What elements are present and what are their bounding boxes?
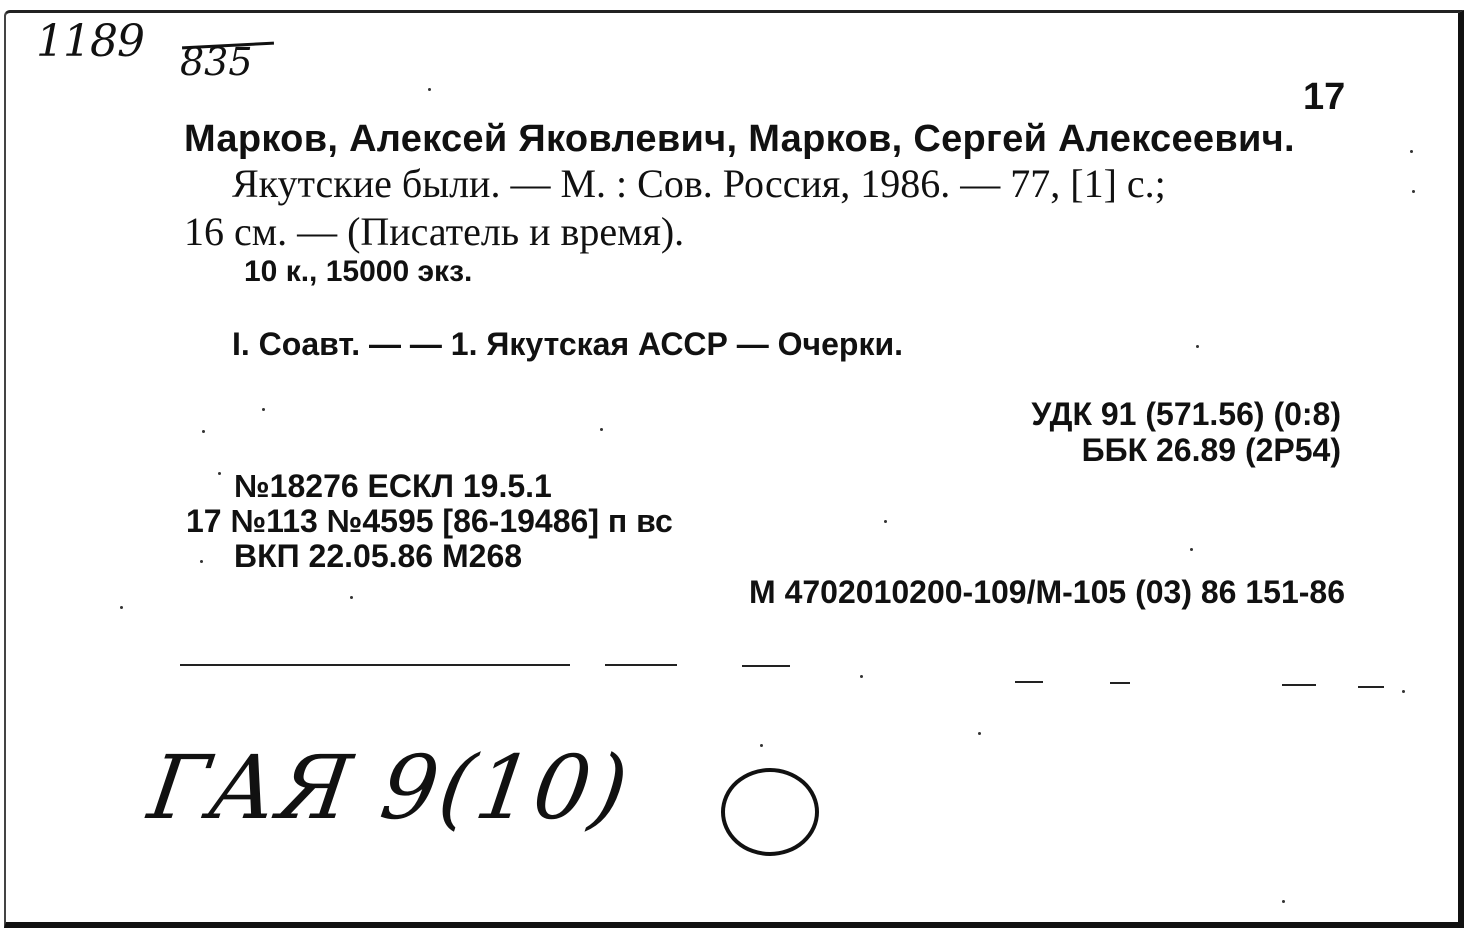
card-service-line-3: ВКП 22.05.86 М268 bbox=[234, 538, 523, 574]
handwritten-call-number: 1189 bbox=[36, 16, 144, 67]
card-udk: УДК 91 (571.56) (0:8) bbox=[1031, 396, 1341, 432]
punch-hole-icon bbox=[715, 762, 825, 862]
card-title-line: Якутские были. — М. : Сов. Россия, 1986. — 77, [1] с.; bbox=[232, 161, 1166, 206]
card-code-line: М 4702010200-109/М-105 (03) 86 151-86 bbox=[749, 574, 1345, 610]
card-physical-description: 16 см. — (Писатель и время). bbox=[184, 209, 685, 254]
card-subject-headings: I. Соавт. — — 1. Якутская АССР — Очерки. bbox=[232, 326, 904, 362]
card-heading-authors: Марков, Алексей Яковлевич, Марков, Сергей Алексеевич. bbox=[184, 118, 1295, 160]
handwritten-call-number-sub: 835 bbox=[180, 40, 253, 84]
card-service-line-1: №18276 ЕСКЛ 19.5.1 bbox=[234, 468, 552, 504]
card-page-number: 17 bbox=[1303, 76, 1346, 118]
card-service-line-2: 17 №113 №4595 [86-19486] п вс bbox=[186, 503, 673, 539]
card-price-run: 10 к., 15000 экз. bbox=[244, 255, 473, 288]
handwritten-shelf-mark: ГАЯ 9(10) bbox=[142, 736, 636, 839]
card-bbk: ББК 26.89 (2Р54) bbox=[1081, 432, 1341, 468]
